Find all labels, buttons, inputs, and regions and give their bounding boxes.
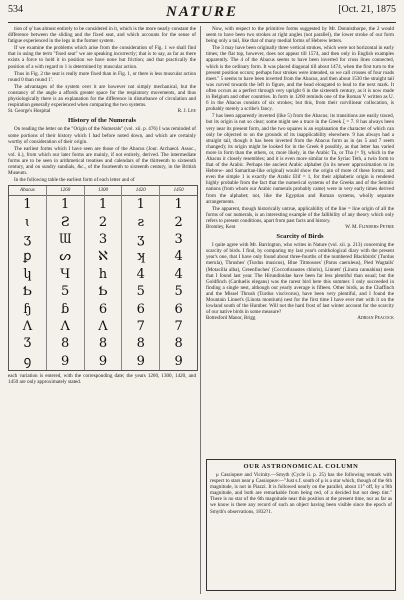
- paragraph: each variation is entered, with the corresponding date; the years 1260, 1300, 1420, and 1450 are only approximately stated.: [8, 373, 196, 386]
- paragraph: The 3 may have been originally three vertical strokes, which were not horizontal in early times; the flat top, however, does not appear till 1574, and then only in English examples apparently. The 4 of the Abacus seems to have been inverted for cross lines connected, which is the ordinary form. It was placed diagonal till about 1474, when the first turn to the present position occurs; perhaps four strokes were intended, so we call crosses of four roads meet." 5 seems to have been inverted from the Abacus, and then about 1530 the straight tail was curved towards the left in figure, and the head elongated to lead to the next mark. It often occurs as a perfect through very upright 6 in the sixteenth century, as it is now made in Belgium and other countries. In form in 1260 reminds one of the Roman V written as U. 6 in the Abacus consists of six strokes; but this, from their curvilinear collocation, is probably merely a scribe's fancy.: [206, 45, 394, 113]
- signature-name: R. J. Lee: [177, 109, 196, 115]
- numeral-glyph: 2: [98, 214, 108, 230]
- numeral-glyph: Ƅ: [22, 284, 33, 300]
- signature-name: W. M. Flinders Petrie: [345, 225, 394, 230]
- numeral-glyph: 5: [61, 284, 70, 300]
- numeral-glyph: 9: [174, 353, 183, 369]
- numeral-glyph: ɓ: [61, 301, 70, 317]
- table-column: [47, 186, 85, 370]
- numeral-glyph: ℵ: [98, 249, 108, 265]
- numeral-glyph: 4: [174, 249, 183, 265]
- numeral-glyph: 8: [174, 336, 183, 352]
- numeral-glyph: ꝑ: [23, 249, 32, 265]
- signature: [8, 109, 196, 115]
- numeral-glyph: Λ: [22, 318, 33, 334]
- paragraph: Thus in Fig. 2 the seat is really more fixed than in Fig. 1, or there is less muscular action round 0 than round 1'.: [8, 70, 196, 83]
- numeral-glyph: ƨ: [137, 214, 145, 230]
- signature-place: St. George's Hospital: [8, 109, 51, 115]
- numeral-glyph: Λ: [60, 318, 70, 334]
- numeral-glyph: 3: [98, 232, 108, 248]
- astronomical-column-box: [206, 459, 396, 591]
- table-column: [160, 186, 197, 370]
- numeral-glyph: 5: [174, 284, 183, 300]
- paragraph: On reading the letter on the "Origin of the Numerals" (vol. xii. p. 476) I was reminded of some portions of their history which I had before noted down, and which are certainly worthy of consideration of their origin.: [8, 126, 196, 145]
- numeral-glyph: 1: [61, 197, 70, 213]
- paragraph: The advantages of the system over it are however not simply mechanical, but the constancy of the angle a affords greater space for the respiratory movements, and thus physiologically there is an explanation for the difference in disturbance of circulation and respiration generally experienced when comparing the two systems.: [8, 83, 196, 109]
- left-column: [8, 26, 196, 386]
- numeral-glyph: 9: [98, 353, 108, 369]
- numeral-glyph: 9: [136, 353, 145, 369]
- numeral-glyph: h: [98, 266, 108, 282]
- numeral-glyph: 1: [136, 197, 145, 213]
- table-header: 1420: [122, 186, 159, 196]
- numeral-glyph: ʒ: [137, 232, 145, 248]
- numeral-glyph: 3: [174, 232, 183, 248]
- table-header: 1450: [160, 186, 197, 196]
- numeral-glyph: կ: [23, 266, 32, 282]
- table-header: 1260: [47, 186, 84, 196]
- paragraph: μ Cassiopeæ and Vicinity.—Smyth (Cycle ii. p. 25) has the following remark with respect to stars near μ Cassiopeæ:—"Just s.f. south of μ is a star which, though of the 6th magnitude, is not in Piazzi. It is followed nearly on the parallel, about 11° off, by a 9th magnitude, and both are remarkable from being red, of a decided but not deep tint." There is no star of the 6th magnitude near this position at the present time, nor as far as we know is there any record of such an object having been visible since the epoch of Smyth's observations, 1832?1.: [210, 472, 392, 515]
- paragraph: 7 has been apparently inverted (like 5) from the Abacus; its transitions are easily traced, but its origin is not so clear; some might see a trace in the Greek ζ = 7. 8 has always been very near its present form, and the two squares is an explanation the character of which can only be objected to on the grounds of its inapplicability elsewhere. 9 has always had a straight tail, though it has been inverted from the Abacus form as in (as 5 and 7 seem changed); its origin might be looked for in the Greek θ possibly, as that letter has varied more in form than the others, or, more likely, in the Arabic Ta, or Tha (= 9), which in the Abacus it closely resembles; and it is even more similar to the Syriac Teth, a twin form to that of the Arabic. Perhaps the ancient Arabic alphabet (in its newer approximation to its Hebrew- and Samaritan-like original) would show the origin of more of these forms; and even the simple 1 is exactly the Arabic Elif = 1, for their alphabetic origin is rendered highly probable from the fact that the numerical systems of the Greeks and of the Semitic nations (from whom our Arabic numerals probably came) were in very early times derived from the alphabet; not, like the Egyptian and Roman systems, wholly separate arrangements.: [206, 113, 394, 205]
- numeral-glyph: 4: [174, 266, 183, 282]
- numeral-glyph: ꝯ: [23, 353, 32, 369]
- numeral-glyph: ᔕ: [59, 249, 71, 265]
- numeral-glyph: 2: [174, 214, 183, 230]
- numeral-glyph: Ч: [60, 266, 71, 282]
- paragraph: In the following table the earliest form of each letter and of: [14, 177, 135, 184]
- table-header: Abacus: [9, 186, 46, 196]
- journal-title: NATURE: [165, 4, 238, 20]
- numeral-glyph: 8: [61, 336, 70, 352]
- numeral-glyph: Ƅ: [98, 284, 108, 300]
- numeral-glyph: 1: [23, 197, 32, 213]
- numeral-glyph: 8: [136, 336, 145, 352]
- numerals-table: [8, 185, 198, 371]
- numeral-glyph: 1: [98, 197, 108, 213]
- signature: [206, 316, 394, 322]
- issue-date: [Oct. 21, 1875: [338, 4, 396, 15]
- page-header: [8, 4, 396, 23]
- signature-place: Bottesford Manor, Brigg: [206, 316, 256, 322]
- column-divider: [200, 26, 201, 594]
- numeral-glyph: 1: [174, 197, 183, 213]
- numeral-glyph: Ɯ: [59, 232, 72, 248]
- table-column: [122, 186, 160, 370]
- numeral-glyph: Ƨ: [60, 214, 70, 230]
- numeral-glyph: 6: [136, 301, 145, 317]
- paragraph: tion of φ' has almost entirely to be considered in it, which is the more nearly constant the difference between the sliding and the fixed seat, and which accounts for the sense of fatigue experienced in the legs in the former system.: [8, 26, 196, 45]
- paragraph: The apparent, though historically untrue, applicability of the line = line origin of all the forms of our numerals, is an interesting example of the fallibility of any theory which only refers to present conditions, apart from past facts and history.: [206, 205, 394, 224]
- paragraph: Now, with respect to the primitive forms suggested by Mr. Donnisthorpe, the 2 would seem to have been two strokes at right angles (not parallel), the lower stroke of our form being only a tail, like that of many medial forms of Hebrew letters.: [206, 26, 394, 45]
- numeral-glyph: Ʒ: [23, 336, 32, 352]
- numeral-glyph: 6: [98, 301, 108, 317]
- signature-name: Adrian Peacock: [357, 316, 394, 322]
- section-title: Scarcity of Birds: [276, 233, 324, 241]
- numeral-glyph: ʒ: [23, 232, 32, 248]
- numeral-glyph: 8: [98, 336, 108, 352]
- signature: [206, 225, 394, 231]
- box-title: OUR ASTRONOMICAL COLUMN: [243, 463, 359, 470]
- numeral-glyph: 7: [136, 318, 145, 334]
- numeral-glyph: ʞ: [136, 249, 145, 265]
- signature-place: Bromley, Kent: [206, 225, 236, 230]
- numeral-glyph: ɧ: [23, 301, 32, 317]
- section-title: History of the Numerals: [68, 117, 136, 125]
- paragraph: I quite agree with Mr. Barrington, who writes in Nature (vol. xii. p. 213) concerning the scarcity of birds. I find, by comparing my last year's ornithological diary with the present year's one, that I have only found about three-fourths of the numbered Blackbirds' (Turdus merula), Thrushes' (Turdus musicus), Blue Titmouses' (Parus caeruleus), Pied Wagtails' (Motacilla alba), Greenfinches' (Coccothraustes chloris), Linnets' (Linota cannabina) nests that I found last year. The Hirundinidae have been far less plentiful than usual; but the Goldfinch (Carduelis elegans) was the rarest bird here this summer. I only succeeded in finding a single nest, although out yearly average is fifteen. Other birds, as the Chaffinch and the Missel Thrush (Turdus viscivorus), have been very plentiful, and I found the Mountain Linnet's (Linota montium) nest for the first time I have ever met with it on the lowland south of the Humber. Will not the hard frost of last winter account for the scarcity of our native birds in some measure?: [206, 242, 394, 316]
- numeral-glyph: Λ: [98, 318, 108, 334]
- numeral-glyph: 9: [61, 353, 70, 369]
- table-column: [9, 186, 47, 370]
- numeral-glyph: 4: [136, 266, 145, 282]
- paragraph: If we examine the problems which arise from the consideration of Fig. 1 we shall find that in using the term "fixed seat" we are speaking incorrectly; that is to say, as far as there exists a force to hold it in position we have none but friction; and that practically the position of a with regard to 1 is determined by muscular action.: [8, 45, 196, 70]
- page-number: 534: [8, 4, 23, 15]
- paragraph: The earliest forms which I have seen are those of the Abacus (Jour. Archaeol. Assoc., vol. ii.), from which our later forms are mainly, if not entirely, derived. The intermediate forms are to be seen in arithmetical treatises and calendars of the thirteenth to sixteenth century, and on sundry sundials, &c., of the fourteenth to sixteenth century, in the British Museum.: [8, 145, 196, 177]
- numeral-glyph: 6: [174, 301, 183, 317]
- numeral-glyph: 7: [174, 318, 183, 334]
- numeral-glyph: 5: [136, 284, 145, 300]
- right-column: [206, 26, 394, 324]
- numeral-glyph: ɩ: [24, 214, 30, 230]
- table-column: [85, 186, 123, 370]
- table-header: 1300: [85, 186, 122, 196]
